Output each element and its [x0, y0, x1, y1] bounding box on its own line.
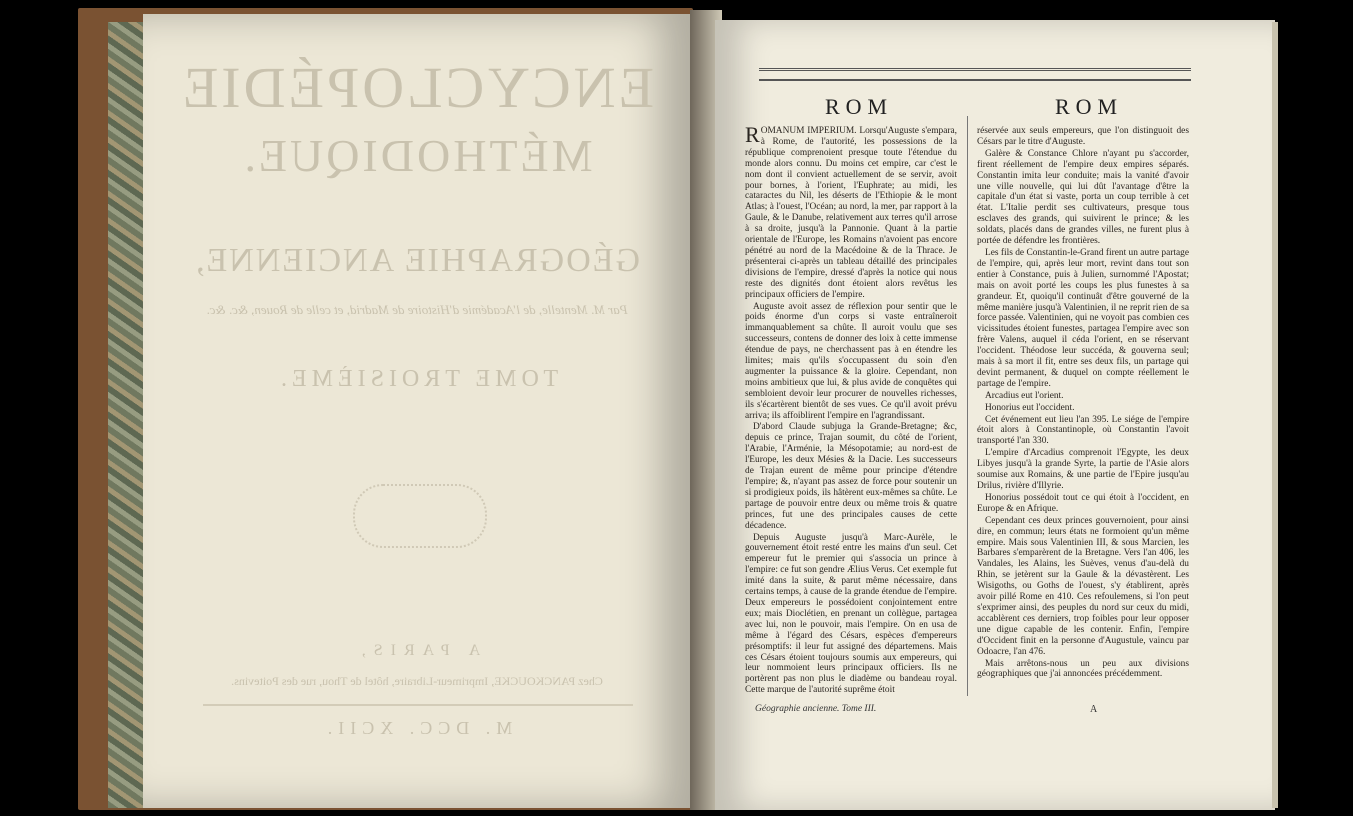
paragraph: Honorius possédoit tout ce qui étoit à l'occident, en Europe & en Afrique.	[977, 492, 1189, 514]
paragraph: D'abord Claude subjuga la Grande-Bretagne; &c, depuis ce prince, Trajan soumit, du côté de l'orient, l'Arabie, l'Arménie, la Mésopotamie; au nord-est de l'Europe, les deux Mésies & la Dacie. Les successeurs de Trajan eurent de même pour principe d'étendre l'empire; &, n'ayant pas assez de force pour soutenir un si prodigieux poids, ils hâtèrent eux-mêmes sa chûte. Le partage de pouvoir entre deux ou même trois & quatre princes, fut une des principales causes de cette décadence.	[745, 422, 957, 531]
paragraph: réservée aux seuls empereurs, que l'on distinguoit des Césars par le titre d'Auguste.	[977, 126, 1189, 147]
text-column-1	[745, 122, 957, 697]
page-footer-title: Géographie ancienne. Tome III.	[755, 704, 877, 714]
ghost-year: M. DCC. XCII.	[321, 718, 513, 738]
paragraph	[745, 122, 957, 301]
paragraph: Depuis Auguste jusqu'à Marc-Aurèle, le gouvernement étoit resté entre les mains d'un seul. Cet empereur fut le premier qui s'associa un prince à l'empire: ce fut son gendre Ælius Verus. Cet exemple fut imité dans la suite, & parut même nécessaire, dans certains temps, à cause de la grande étendue de l'empire. Deux empereurs le possédoient conjointement entre eux; mais Dioclétien, en prenant un collègue, partagea avec lui, non le pouvoir, mais l'empire. On en usa de même à l'égard des Césars, espèces d'empereurs présomptifs: il leur fut assigné des départemens. Mais ces Césars étoient toujours soumis aux empereurs, qui leur nommoient leurs principaux officiers. Ils ne portèrent pas non plus le diadème ou bandeau royal. Cette marque de l'autorité suprême étoit	[745, 532, 957, 696]
running-head-right: ROM	[1055, 94, 1124, 119]
paragraph: Cet événement eut lieu l'an 395. Le siége de l'empire étoit alors à Constantinople, où Constantin l'avoit transporté l'an 330.	[977, 414, 1189, 447]
ghost-rule	[203, 704, 633, 706]
ghost-tome: TOME TROISIÈME.	[275, 366, 559, 392]
header-ornament-rule	[759, 68, 1191, 81]
ghost-title-2: MÉTHODIQUE.	[241, 130, 593, 181]
paragraph: Cependant ces deux princes gouvernoient, pour ainsi dire, en commun; leurs états ne formoient qu'un même empire. Mais sous Valentinien III, & sous Marcien, les Barbares s'emparèrent de la Bretagne. Vers l'an 406, les Vandales, les Alains, les Suèves, venus d'au-delà du Rhin, se jetèrent sur la Gaule & la dévastèrent. Les Wisigoths, ou Goths de l'ouest, s'y établirent, après avoir pillé Rome en 410. Ces refoulemens, si l'on peut s'exprimer ainsi, des peuples du nord sur ceux du midi, accablèrent ces derniers, trop foibles pour leur opposer une digue capable de les contenir. Enfin, l'empire d'Occident finit en la personne d'Augustule, vaincu par Odoacre, l'an 476.	[977, 515, 1189, 657]
paragraph: Honorius eut l'occident.	[985, 402, 1075, 413]
right-page	[715, 20, 1275, 810]
ghost-title-1: ENCYCLOPÉDIE	[179, 55, 655, 120]
column-divider	[967, 116, 968, 696]
ghost-subtitle: GÉOGRAPHIE ANCIENNE,	[193, 242, 641, 279]
text-column-2	[977, 126, 1189, 681]
ghost-author: Par M. Mentelle, de l'Académie d'Histoire de Madrid, et celle de Rouen, &c. &c.	[206, 302, 628, 317]
paragraph: Les fils de Constantin-le-Grand firent un autre partage de l'empire, qui, après leur mort, revint dans tout son entier à Constance, puis à Julien, surnommé l'Apostat; mais on avoit porté les coups les plus funestes à sa grandeur. Et, quoiqu'il continuât d'être gouverné de la même manière jusqu'à Valentinien, il ne reprit rien de sa force passée. Valentinien, qui ne voyoit pas combien ces vicissitudes étoient funestes, partagea l'empire avec son frère Valens, auquel il céda l'orient, en se réservant l'occident. Théodose leur succéda, & gouverna seul; mais à sa mort il fit, entre ses deux fils, un partage qui devint permanent, & duquel on compte réellement le partage de l'empire.	[977, 247, 1189, 389]
running-head-left: ROM	[825, 94, 894, 119]
marbled-endpaper	[108, 22, 144, 808]
ghost-vignette	[353, 484, 487, 548]
paragraph: Arcadius eut l'orient.	[985, 390, 1064, 401]
paragraph-text: OMANUM IMPERIUM. Lorsqu'Auguste s'empara, à Rome, de l'autorité, les possessions de la république comprenoient presque toute l'étendue du monde alors connu. Du moins cet empire, car c'est le nom dont il convient actuellement de se servir, avoit pour bornes, à l'orient, l'Euphrate; au midi, les cataractes du Nil, les déserts de l'Ethiopie & le mont Atlas; à l'ouest, l'Océan; au nord, la mer, par rapport à la Gaule, & le Danube, relativement aux terres qu'il arrose à sa droite, jusqu'à la Pannonie. Quant à la partie orientale de l'Europe, les Romains n'avoient pas encore pénétré au nord de la Macédoine & de la Thrace. Je présenterai ci-après un tableau détaillé des principales divisions de l'empire, dressé d'après la notice qui nous reste des dignités dont étoient alors revêtus les principaux officiers de l'empire.	[745, 126, 957, 300]
paragraph: Auguste avoit assez de réflexion pour sentir que le poids énorme d'un corps si vaste entraîneroit immanquablement sa chûte. Il auroit voulu que ses successeurs, contens de donner des loix à cette immense étendue de pays, ne cherchassent pas à en étendre les limites; mais qu'ils s'occupassent du soin d'en augmenter la puissance & la gloire. Cependant, non moins ambitieux que lui, & plus avide de conquêtes qui sembloient devoir leur procurer de nouvelles richesses, ils s'écartèrent bientôt de ses vues. Ce qu'il avoit prévu arriva; ils affoiblirent l'empire en l'agrandissant.	[745, 301, 957, 421]
signature-mark: A	[1090, 704, 1098, 715]
ghost-place: A PARIS,	[353, 642, 481, 659]
ghost-publisher: Chez PANCKOUCKE, Imprimeur-Libraire, hôtel de Thou, rue des Poitevins.	[231, 674, 603, 688]
drop-cap: R	[745, 122, 760, 147]
page-edge	[1272, 22, 1278, 808]
paragraph: Galère & Constance Chlore n'ayant pu s'accorder, firent réellement de l'empire deux empires séparés. Constantin imita leur conduite; mais la vanité d'avoir une ville nouvelle, qui lui dût l'avantage d'être la capitale d'un état si vaste, porta un coup terrible à cet état. L'Italie perdit ses cultivateurs, presque tous esclaves des grands, qui suivirent le prince; & les soldats, placés dans de grandes villes, ne furent plus à portée de défendre les frontières.	[977, 148, 1189, 247]
paragraph: Mais arrêtons-nous un peu aux divisions géographiques que j'ai annoncées précédemment.	[977, 658, 1189, 680]
left-page-flyleaf	[143, 14, 691, 808]
paragraph: L'empire d'Arcadius comprenoit l'Egypte, les deux Libyes jusqu'à la grande Syrte, la partie de l'Asie alors soumise aux Romains, & une partie de l'Epire jusqu'au Drilus, rivière d'Illyrie.	[977, 448, 1189, 491]
